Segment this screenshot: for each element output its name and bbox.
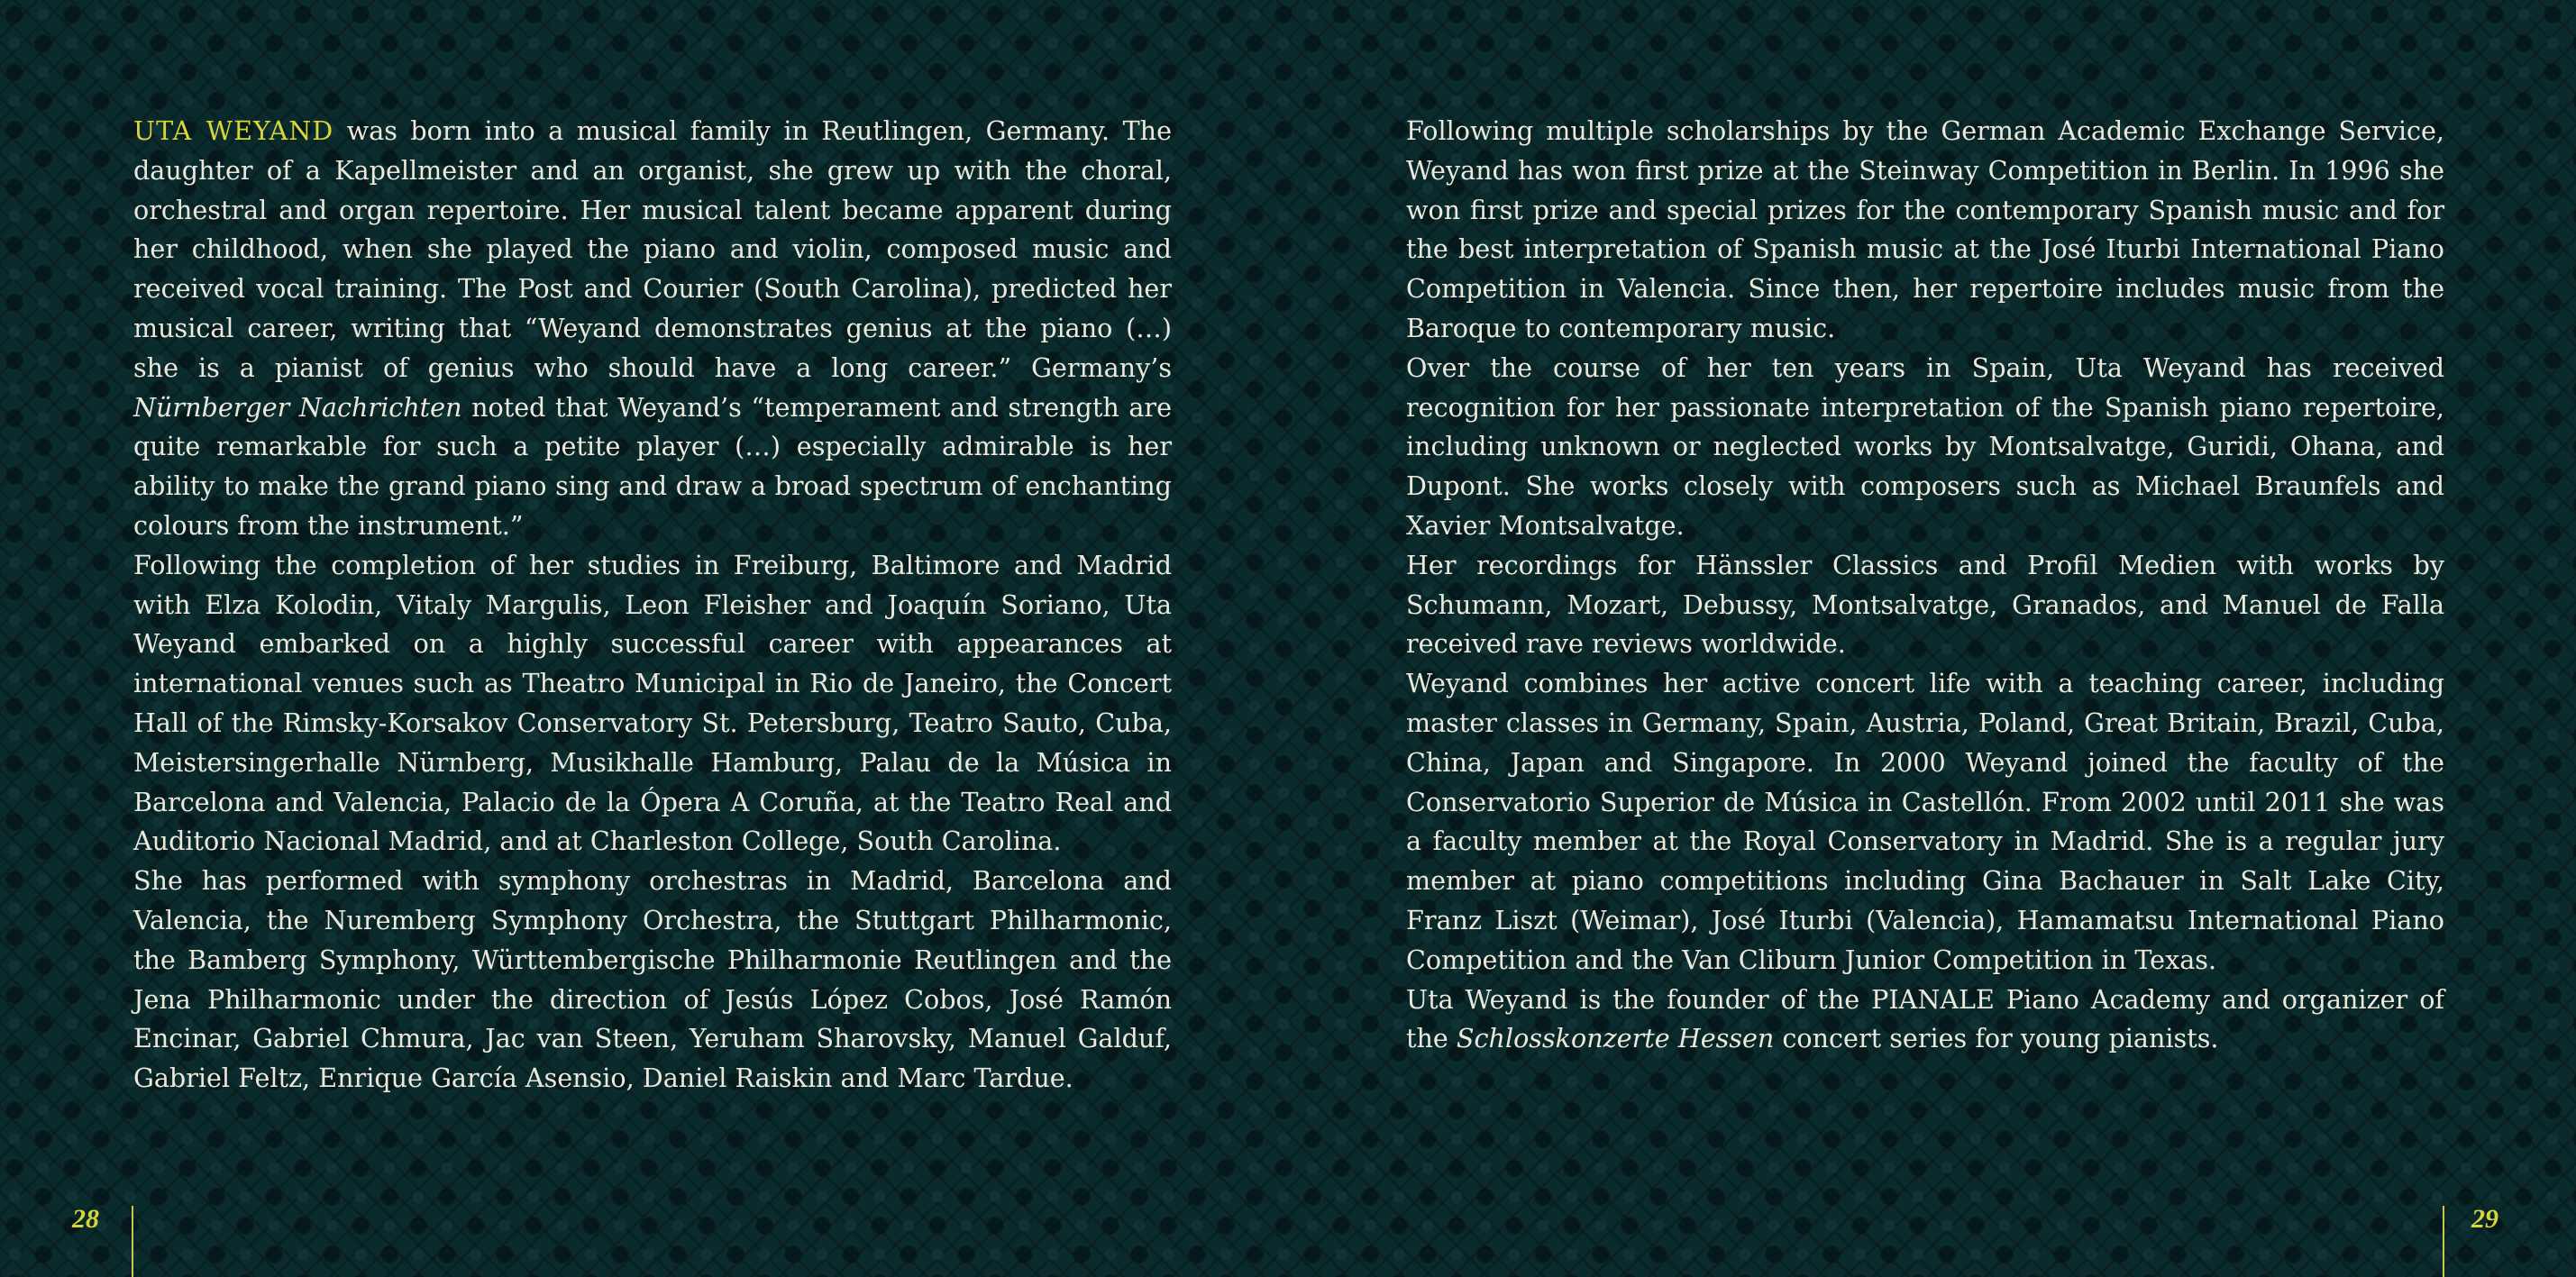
paragraph-1-text-b: noted that Weyand’s “temperament and strength are quite remarkable for such a petite player (…) especially admirable is her ability to make the grand piano sing and draw a broad spectrum of enchanting colours from the instrument.” bbox=[133, 391, 1172, 541]
concert-series-title: Schlosskonzerte Hessen bbox=[1456, 1023, 1775, 1054]
biography-paragraph-8 bbox=[1406, 981, 2444, 1060]
biography-paragraph-1 bbox=[133, 112, 1172, 546]
paragraph-1-text-a: was born into a musical family in Reutlingen, Germany. The daughter of a Kapellmeister and an organist, she grew up with the choral, orchestral and organ repertoire. Her musical talent became apparent during her childhood, when she played the piano and violin, composed music and received vocal training. The Post and Courier (South Carolina), predicted her musical career, writing that “Weyand demonstrates genius at the piano (…) she is a pianist of genius who should have a long career.” Germany’s bbox=[133, 115, 1173, 383]
page-divider-left bbox=[132, 1206, 133, 1277]
left-page-text bbox=[133, 112, 1172, 1099]
biography-paragraph-5: Over the course of her ten years in Spain, Uta Weyand has received recognition for her passionate interpretation of the Spanish piano repertoire, including unknown or neglected works by Montsalvatge, Guridi, Ohana, and Dupont. She works closely with composers such as Michael Braunfels and Xavier Montsalvatge. bbox=[1406, 351, 2444, 541]
right-page-text bbox=[1406, 112, 2444, 1059]
biography-paragraph-7: Weyand combines her active concert life with a teaching career, including master classes in Germany, Spain, Austria, Poland, Great Britain, Brazil, Cuba, China, Japan and Singapore. In 2000 Weyand joined the faculty of the Conservatorio Superior de Música in Castellón. From 2002 until 2011 she was a faculty member at the Royal Conservatory in Madrid. She is a regular jury member at piano competitions including Gina Bachauer in Salt Lake City, Franz Liszt (Weimar), José Iturbi (Valencia), Hamamatsu International Piano Competition and the Van Cliburn Junior Competition in Texas. bbox=[1406, 668, 2444, 975]
paragraph-8-text-a: Uta Weyand is the founder of the PIANALE Piano Academy and organizer of the bbox=[1406, 983, 2444, 1054]
biography-paragraph-2: Following the completion of her studies in Freiburg, Baltimore and Madrid with Elza Kolodin, Vitaly Margulis, Leon Fleisher and Joaquín Soriano, Uta Weyand embarked on a highly successful career with appearances at international venues such as Theatro Municipal in Rio de Janeiro, the Concert Hall of the Rimsky-Korsakov Conservatory St. Petersburg, Teatro Sauto, Cuba, Meistersingerhalle Nürnberg, Musikhalle Hamburg, Palau de la Música in Barcelona and Valencia, Palacio de la Ópera A Coruña, at the Teatro Real and Auditorio Nacional Madrid, and at Charleston College, South Carolina. bbox=[133, 549, 1172, 857]
page-number-right: 29 bbox=[2471, 1204, 2498, 1234]
biography-paragraph-6: Her recordings for Hänssler Classics and Profil Medien with works by Schumann, Mozart, Debussy, Montsalvatge, Granados, and Manuel de Falla received rave reviews worldwide. bbox=[1406, 549, 2444, 660]
biography-paragraph-3: She has performed with symphony orchestras in Madrid, Barcelona and Valencia, the Nuremberg Symphony Orchestra, the Stuttgart Philharmonic, the Bamberg Symphony, Württembergische Philharmonie Reutlingen and the Jena Philharmonic under the direction of Jesús López Cobos, José Ramón Encinar, Gabriel Chmura, Jac van Steen, Yeruham Sharovsky, Manuel Galduf, Gabriel Feltz, Enrique García Asensio, Daniel Raiskin and Marc Tardue. bbox=[133, 865, 1172, 1094]
newspaper-title: Nürnberger Nachrichten bbox=[133, 391, 462, 423]
artist-name: UTA WEYAND bbox=[133, 115, 334, 146]
paragraph-8-text-b: concert series for young pianists. bbox=[1774, 1023, 2219, 1054]
page-number-left: 28 bbox=[72, 1204, 99, 1234]
biography-paragraph-4: Following multiple scholarships by the German Academic Exchange Service, Weyand has won first prize at the Steinway Competition in Berlin. In 1996 she won first prize and special prizes for the contemporary Spanish music and for the best interpretation of Spanish music at the José Iturbi International Piano Competition in Valencia. Since then, her repertoire includes music from the Baroque to contemporary music. bbox=[1406, 115, 2444, 343]
page-divider-right bbox=[2443, 1206, 2444, 1277]
